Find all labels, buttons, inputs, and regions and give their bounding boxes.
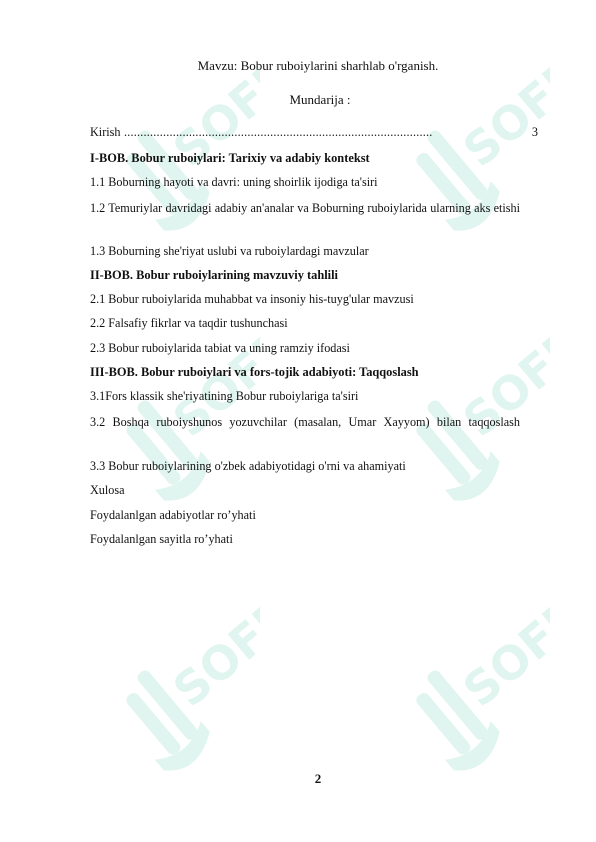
toc-item-2-2[interactable]: 2.2 Falsafiy fikrlar va taqdir tushunchasi bbox=[90, 316, 288, 330]
watermark-logo-graphic bbox=[80, 600, 260, 800]
page-number: 2 bbox=[314, 771, 322, 786]
svg-text:SOFF: SOFF bbox=[452, 60, 550, 178]
toc-leader-dots: ............................................................................................... bbox=[124, 125, 433, 139]
toc-references[interactable]: Foydalanlgan adabiyotlar ro’yhati bbox=[90, 508, 256, 522]
toc-chapter-2[interactable]: II-BOB. Bobur ruboiylarining mavzuviy tahlili bbox=[90, 268, 338, 282]
svg-text:SOFF: SOFF bbox=[162, 330, 260, 448]
toc-item-2-1[interactable]: 2.1 Bobur ruboiylarida muhabbat va insoniy his-tuyg'ular mavzusi bbox=[90, 292, 414, 306]
toc-conclusion[interactable]: Xulosa bbox=[90, 483, 125, 497]
watermark-logo bbox=[80, 600, 260, 800]
toc-chapter-1[interactable]: I-BOB. Bobur ruboiylari: Tarixiy va adabiy kontekst bbox=[90, 151, 370, 165]
toc-intro-page: 3 bbox=[531, 125, 538, 139]
document-topic: Mavzu: Bobur ruboiylarini sharhlab o'rganish. bbox=[197, 58, 439, 73]
svg-text:SOFF: SOFF bbox=[162, 60, 260, 178]
toc-title: Mundarija : bbox=[289, 92, 351, 107]
toc-chapter-3[interactable]: III-BOB. Bobur ruboiylari va fors-tojik adabiyoti: Taqqoslash bbox=[90, 365, 419, 379]
watermark-logo bbox=[370, 600, 550, 800]
toc-item-2-3[interactable]: 2.3 Bobur ruboiylarida tabiat va uning ramziy ifodasi bbox=[90, 341, 350, 355]
toc-item-1-2[interactable]: 1.2 Temuriylar davridagi adabiy an'analar va Boburning ruboiylarida ularning aks etishi bbox=[90, 201, 520, 215]
toc-item-3-1[interactable]: 3.1Fors klassik she'riyatining Bobur ruboiylariga ta'siri bbox=[90, 389, 359, 403]
svg-text:SOFF: SOFF bbox=[162, 600, 260, 718]
toc-item-3-3[interactable]: 3.3 Bobur ruboiylarining o'zbek adabiyotidagi o'rni va ahamiyati bbox=[90, 459, 406, 473]
toc-item-3-2[interactable]: 3.2 Boshqa ruboiyshunos yozuvchilar (masalan, Umar Xayyom) bilan taqqoslash bbox=[90, 415, 520, 429]
toc-intro-label: Kirish bbox=[90, 125, 121, 139]
watermark-logo-graphic bbox=[370, 600, 550, 800]
svg-text:SOFF: SOFF bbox=[452, 330, 550, 448]
toc-item-1-3[interactable]: 1.3 Boburning she'riyat uslubi va ruboiylardagi mavzular bbox=[90, 244, 369, 258]
toc-item-1-1[interactable]: 1.1 Boburning hayoti va davri: uning shoirlik ijodiga ta'siri bbox=[90, 175, 378, 189]
svg-text:SOFF: SOFF bbox=[452, 600, 550, 718]
toc-websites[interactable]: Foydalanlgan sayitla ro’yhati bbox=[90, 532, 233, 546]
